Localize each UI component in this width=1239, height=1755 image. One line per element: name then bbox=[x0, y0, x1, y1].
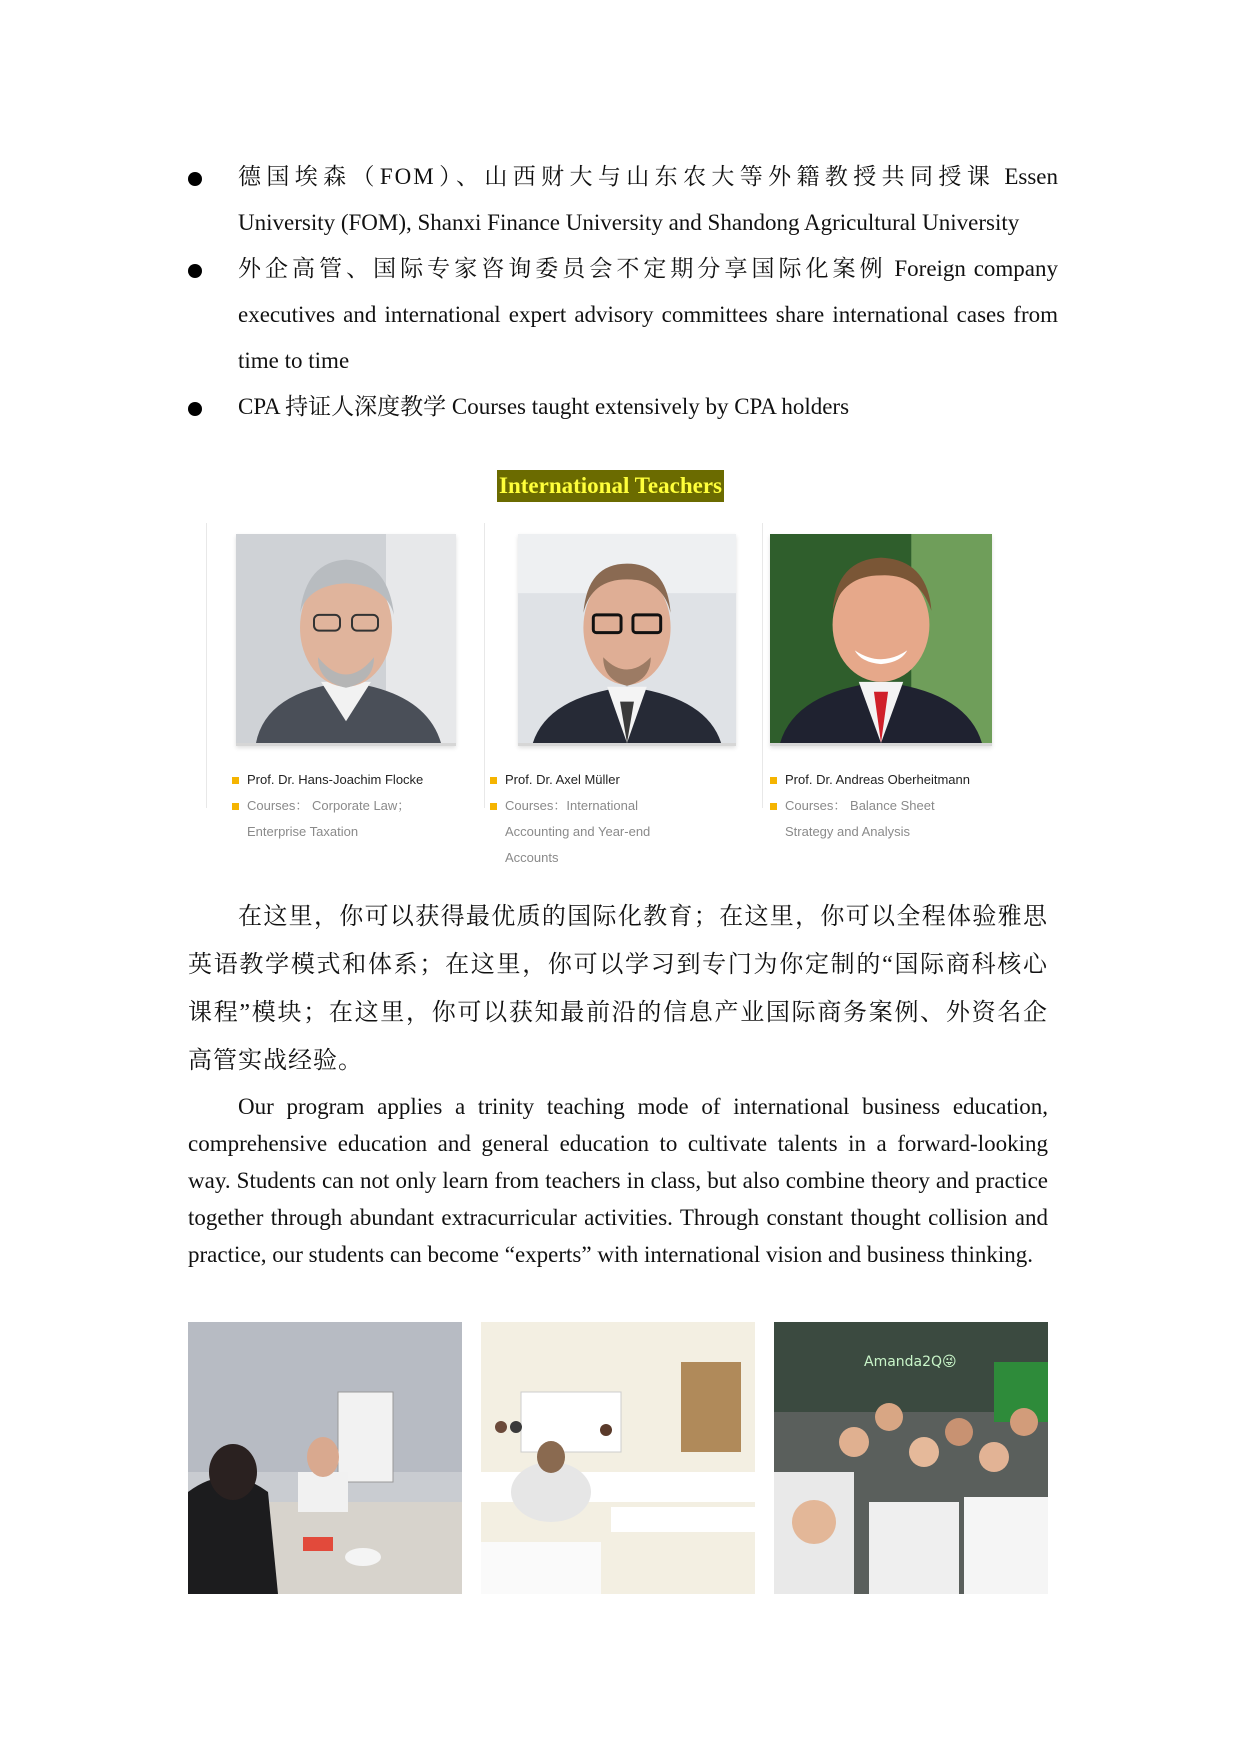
bullet-dot-icon bbox=[188, 402, 202, 416]
bullet-dot-icon bbox=[188, 264, 202, 278]
teacher-name: Prof. Dr. Axel Müller bbox=[490, 770, 730, 790]
bullet-text-en: Foreign company executives and international expert advisory committees share international cases from time to time bbox=[238, 256, 1058, 373]
bullet-square-icon bbox=[770, 777, 777, 784]
teacher-card bbox=[762, 518, 1066, 878]
teacher-info bbox=[232, 770, 472, 845]
photo-caption: Amanda2Q😜 bbox=[864, 1354, 957, 1370]
bullet-text-cn: CPA 持证人深度教学 bbox=[238, 394, 447, 419]
classroom-photo bbox=[188, 1322, 462, 1594]
group-photo bbox=[774, 1322, 1048, 1594]
intro-paragraph-en: Our program applies a trinity teaching mode of international business education, comprehensive education and general education to cultivate talents in a forward-looking way. Students can not only learn from teachers in class, but also combine theory and practice together through abundant extracurricular activities. Through constant thought collision and practice, our students can become “experts” with international vision and business thinking. bbox=[188, 1094, 1048, 1267]
teacher-courses: Courses： Corporate Law；Enterprise Taxation bbox=[232, 793, 432, 845]
bullet-square-icon bbox=[232, 803, 239, 810]
bullet-item-foreign-professors bbox=[188, 154, 1058, 246]
teacher-info bbox=[770, 770, 1000, 845]
bullet-item-cpa-holders bbox=[188, 384, 1058, 430]
teacher-portrait bbox=[518, 534, 736, 746]
bullet-square-icon bbox=[232, 777, 239, 784]
classroom-photo-row bbox=[188, 1322, 1048, 1594]
teacher-portrait bbox=[770, 534, 992, 746]
bullet-text-cn: 外企高管、国际专家咨询委员会不定期分享国际化案例 bbox=[238, 256, 887, 281]
section-title: International Teachers bbox=[497, 470, 724, 502]
bullet-text-en: Courses taught extensively by CPA holders bbox=[446, 394, 850, 419]
classroom-photo bbox=[481, 1322, 755, 1594]
teacher-card bbox=[206, 518, 484, 878]
teacher-name: Prof. Dr. Andreas Oberheitmann bbox=[770, 770, 1000, 790]
bullet-square-icon bbox=[770, 803, 777, 810]
bullet-square-icon bbox=[490, 777, 497, 784]
teacher-name: Prof. Dr. Hans-Joachim Flocke bbox=[232, 770, 472, 790]
intro-paragraph-cn: 在这里，你可以获得最优质的国际化教育；在这里，你可以全程体验雅思英语教学模式和体系；在这里，你可以学习到专门为你定制的“国际商科核心课程”模块；在这里，你可以获知最前沿的信息产业国际商务案例、外资名企高管实战经验。 bbox=[188, 904, 1048, 1074]
teacher-portrait bbox=[236, 534, 456, 746]
teacher-courses: Courses： Balance Sheet Strategy and Analysis bbox=[770, 793, 970, 845]
bullet-text-cn: 德国埃森（FOM）、山西财大与山东农大等外籍教授共同授课 bbox=[238, 164, 996, 189]
bullet-item-international-cases bbox=[188, 246, 1058, 384]
bullet-dot-icon bbox=[188, 172, 202, 186]
teachers-panel bbox=[206, 518, 1066, 878]
feature-bullet-list bbox=[188, 154, 1058, 430]
teacher-card bbox=[484, 518, 762, 878]
teacher-courses: Courses：International Accounting and Year-end Accounts bbox=[490, 793, 690, 871]
bullet-square-icon bbox=[490, 803, 497, 810]
teacher-info bbox=[490, 770, 730, 871]
bullet-text-en: Essen University (FOM), Shanxi Finance University and Shandong Agricultural University bbox=[238, 164, 1058, 235]
